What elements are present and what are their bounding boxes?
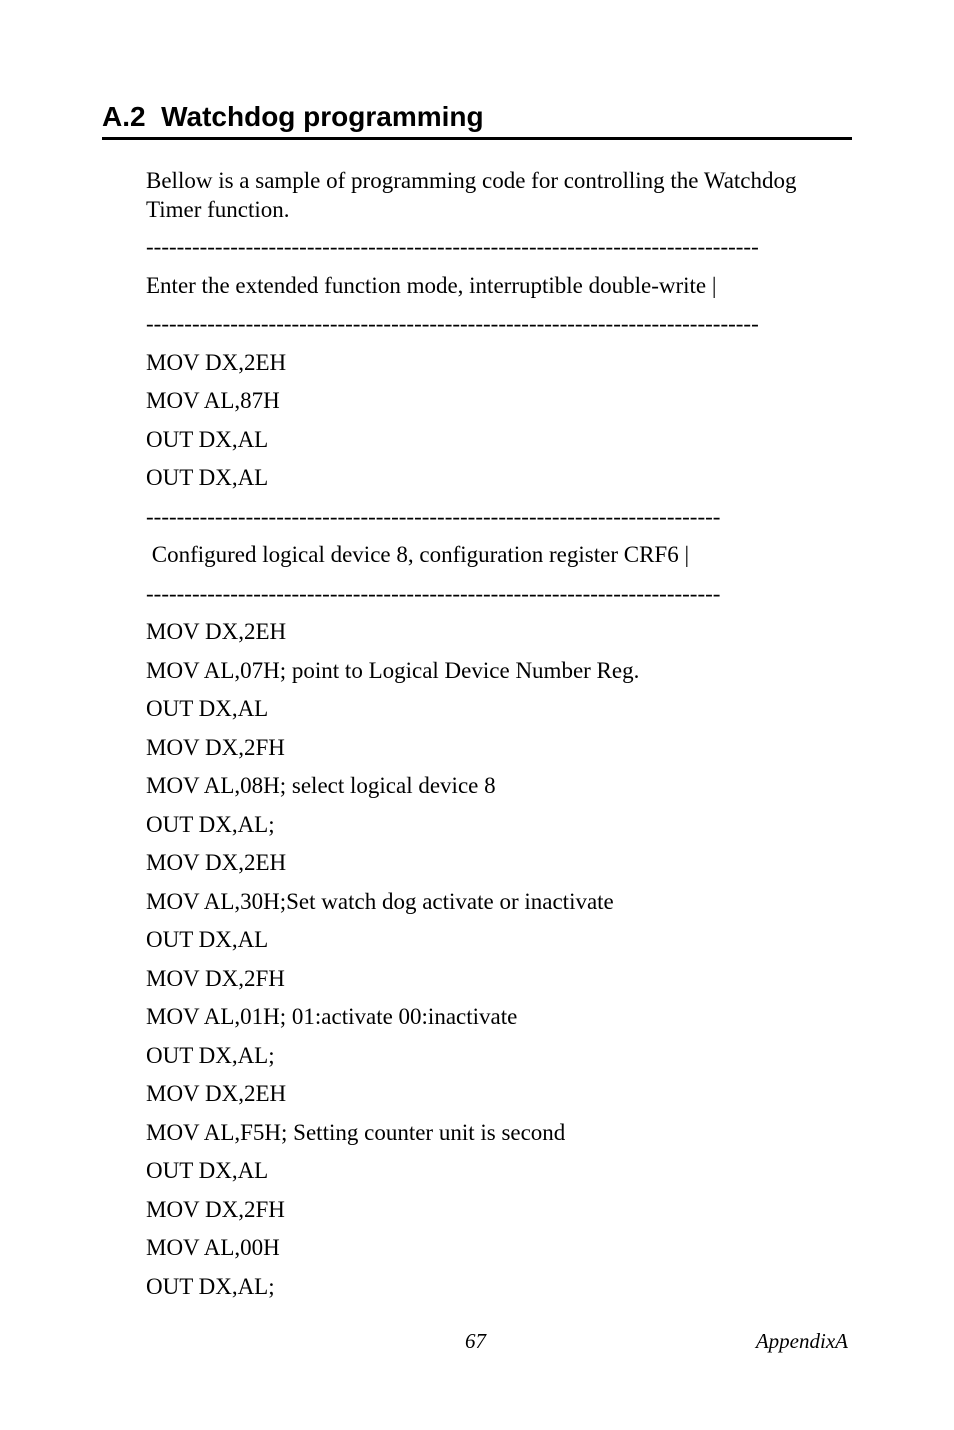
intro-paragraph: Bellow is a sample of programming code for controlling the Watchdog Timer function. [146,168,797,222]
code-line: MOV AL,07H; point to Logical Device Number Reg. [146,657,640,683]
code-line: OUT DX,AL; [146,811,275,837]
code-line: OUT DX,AL; [146,1042,275,1068]
code-listing [146,228,759,1306]
code-line: MOV DX,2EH [146,349,287,375]
code-line: MOV DX,2FH [146,965,285,991]
code-line: MOV AL,01H; 01:activate 00:inactivate [146,1004,518,1029]
code-line: MOV DX,2EH [146,619,287,644]
separator-line: -------------------------------------------------------------------------------- [146,311,759,336]
code-line: OUT DX,AL [146,1158,269,1183]
code-line: OUT DX,AL; [146,1273,275,1299]
separator-line: --------------------------------------------------------------------------- [146,580,721,606]
code-line: OUT DX,AL [146,465,269,490]
section-title: A.2 Watchdog programming [102,101,484,132]
code-line: MOV AL,00H [146,1235,280,1260]
code-line: OUT DX,AL [146,696,269,721]
code-line: Configured logical device 8, configuration register CRF6 | [146,542,690,567]
code-line: MOV AL,30H;Set watch dog activate or inactivate [146,888,614,914]
separator-line: -------------------------------------------------------------------------------- [146,234,759,259]
code-line: MOV DX,2EH [146,1081,287,1106]
code-line: MOV AL,F5H; Setting counter unit is second [146,1119,566,1145]
appendix-label: AppendixA [755,1329,848,1353]
section-header [102,98,852,140]
code-line: MOV AL,87H [146,388,280,413]
separator-line: --------------------------------------------------------------------------- [146,503,721,529]
code-line: MOV DX,2FH [146,1196,285,1222]
code-line: MOV DX,2FH [146,734,285,760]
code-line: OUT DX,AL [146,426,269,452]
code-line: MOV DX,2EH [146,850,287,875]
code-line: MOV AL,08H; select logical device 8 [146,773,496,798]
page-number: 67 [465,1329,486,1353]
code-line: OUT DX,AL [146,927,269,952]
code-line: Enter the extended function mode, interruptible double-write | [146,272,717,298]
